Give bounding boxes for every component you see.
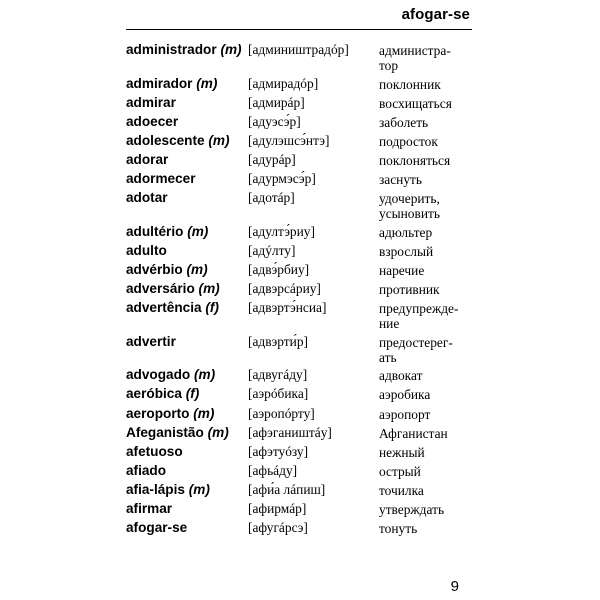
headword-cell [126, 406, 248, 423]
gender-marker: (m) [193, 367, 216, 383]
translation [379, 224, 476, 240]
transcription: [адурмэсэ́р] [248, 171, 316, 187]
translation [379, 281, 476, 297]
translation-line: наречие [379, 262, 425, 278]
translation [379, 243, 476, 259]
translation-line: нежный [379, 444, 425, 460]
headword: aeróbica [126, 386, 182, 402]
translation [379, 171, 476, 187]
dictionary-entry [126, 262, 476, 279]
translation-line: аэропорт [379, 406, 431, 422]
dictionary-entry [126, 501, 476, 518]
dictionary-entry [126, 152, 476, 169]
dictionary-entry [126, 425, 476, 442]
translation-line: усыновить [379, 206, 440, 222]
translation [379, 367, 476, 383]
translation-line: предупрежде- [379, 301, 459, 317]
headword-cell [126, 444, 248, 461]
headword: afia-lápis [126, 481, 185, 497]
translation-line: восхищаться [379, 95, 452, 111]
headword: adorar [126, 151, 169, 167]
dictionary-entry [126, 334, 476, 365]
translation-line: администра- [379, 43, 451, 58]
headword-cell [126, 334, 248, 351]
gender-marker: (m) [220, 42, 242, 57]
translation [379, 42, 476, 73]
translation-line: предостерег- [379, 334, 453, 350]
dictionary-entry [126, 482, 476, 499]
headword: adotar [126, 190, 168, 206]
headword-cell [126, 262, 248, 279]
translation [379, 76, 476, 92]
headword: afirmar [126, 500, 173, 516]
dictionary-entry [126, 463, 476, 480]
headword-cell [126, 300, 248, 317]
dictionary-entry [126, 444, 476, 461]
translation-line: тор [379, 58, 399, 73]
translation [379, 152, 476, 168]
translation [379, 425, 476, 441]
transcription: [афьáду] [248, 462, 298, 478]
dictionary-entry [126, 95, 476, 112]
gender-marker: (f) [185, 386, 200, 402]
transcription: [адурáр] [248, 151, 296, 167]
translation [379, 386, 476, 402]
transcription: [афирмáр] [248, 500, 307, 516]
translation [379, 262, 476, 278]
gender-marker: (m) [207, 424, 229, 440]
transcription: [адýлту] [248, 242, 296, 258]
headword-cell [126, 133, 248, 150]
headword: adormecer [126, 171, 196, 187]
dictionary-entry [126, 42, 476, 73]
headword-cell [126, 224, 248, 241]
headword-cell [126, 367, 248, 384]
translation-line: ние [379, 316, 400, 332]
headword-cell [126, 520, 248, 537]
headword: admirar [126, 94, 176, 110]
dictionary-entry [126, 190, 476, 221]
transcription: [аэрóбика] [248, 386, 309, 402]
dictionary-entry [126, 406, 476, 423]
dictionary-entry [126, 76, 476, 93]
headword-cell [126, 171, 248, 188]
translation-line: тонуть [379, 521, 418, 537]
headword: adulto [126, 242, 167, 258]
transcription: [адвугáду] [248, 367, 308, 383]
headword: adultério [126, 223, 184, 239]
headword-cell [126, 281, 248, 298]
transcription: [аэропóрту] [248, 405, 315, 421]
translation-line: адюльтер [379, 224, 433, 240]
headword: adversário [126, 281, 195, 297]
translation-line: острый [379, 463, 421, 479]
header-rule [126, 29, 472, 30]
translation [379, 406, 476, 422]
translation-line: Афганистан [379, 425, 448, 441]
headword: advertir [126, 333, 176, 349]
transcription: [адотáр] [248, 190, 295, 206]
gender-marker: (m) [188, 481, 210, 497]
entry-list [126, 42, 476, 539]
transcription: [афи́а лáпиш] [248, 481, 326, 497]
headword-cell [126, 425, 248, 442]
running-head: afogar-se [401, 6, 470, 23]
headword-cell [126, 386, 248, 403]
transcription: [адвэрсáриу] [248, 281, 321, 297]
dictionary-entry [126, 243, 476, 260]
headword: advérbio [126, 261, 183, 277]
gender-marker: (f) [205, 300, 219, 316]
translation-line: поклоняться [379, 152, 451, 168]
transcription: [афугáрсэ] [248, 520, 308, 536]
transcription: [афэтуóзу] [248, 443, 309, 459]
headword-cell [126, 501, 248, 518]
headword: Afeganistão [126, 424, 204, 440]
translation [379, 334, 476, 365]
translation [379, 300, 476, 331]
dictionary-entry [126, 367, 476, 384]
headword-cell [126, 190, 248, 207]
translation-line: утверждать [379, 501, 445, 517]
headword: adolescente [126, 132, 205, 148]
headword: advogado [126, 367, 191, 383]
headword: advertência [126, 300, 202, 316]
translation-line: удочерить, [379, 191, 440, 207]
transcription: [афэгаништáу] [248, 424, 332, 440]
translation-line: поклонник [379, 76, 441, 92]
dictionary-entry [126, 224, 476, 241]
headword-cell [126, 152, 248, 169]
dictionary-entry [126, 300, 476, 331]
translation-line: заболеть [379, 114, 429, 130]
translation [379, 463, 476, 479]
headword-cell [126, 463, 248, 480]
dictionary-entry [126, 520, 476, 537]
translation [379, 114, 476, 130]
translation-line: ать [379, 349, 397, 365]
gender-marker: (m) [187, 223, 209, 239]
dictionary-entry [126, 171, 476, 188]
translation-line: аэробика [379, 387, 431, 403]
transcription: [админиштрадóр] [248, 42, 349, 57]
translation-line: противник [379, 282, 440, 298]
gender-marker: (m) [193, 405, 215, 421]
transcription: [адултэ́риу] [248, 223, 315, 239]
gender-marker: (m) [196, 75, 218, 91]
gender-marker: (m) [208, 132, 230, 148]
headword: afogar-se [126, 520, 188, 536]
translation [379, 190, 476, 221]
headword-cell [126, 482, 248, 499]
headword: aeroporto [126, 405, 190, 421]
page-number: 9 [450, 578, 459, 595]
transcription: [адулэшсэ́нтэ] [248, 132, 330, 148]
dictionary-entry [126, 133, 476, 150]
headword: afetuoso [126, 443, 183, 459]
transcription: [адвэртэ́нсиа] [248, 300, 327, 316]
transcription: [адмирáр] [248, 94, 305, 110]
headword-cell [126, 95, 248, 112]
headword-cell [126, 42, 248, 59]
headword: admirador [126, 75, 193, 91]
translation-line: заснуть [379, 172, 422, 188]
translation [379, 501, 476, 517]
translation [379, 520, 476, 536]
translation-line: подросток [379, 133, 438, 149]
headword: afiado [126, 462, 167, 478]
gender-marker: (m) [198, 281, 220, 297]
headword: adoecer [126, 113, 179, 129]
transcription: [адмирадóр] [248, 75, 319, 91]
headword-cell [126, 76, 248, 93]
translation-line: адвокат [379, 368, 423, 384]
transcription: [адвэ́рбиу] [248, 261, 310, 277]
dictionary-entry [126, 386, 476, 403]
translation [379, 482, 476, 498]
transcription: [адвэрти́р] [248, 333, 308, 349]
headword-cell [126, 243, 248, 260]
headword: administrador [126, 42, 217, 57]
translation-line: взрослый [379, 243, 434, 259]
translation-line: точилка [379, 482, 424, 498]
translation [379, 444, 476, 460]
dictionary-entry [126, 114, 476, 131]
dictionary-entry [126, 281, 476, 298]
translation [379, 133, 476, 149]
gender-marker: (m) [186, 261, 208, 277]
transcription: [адуэсэ́р] [248, 113, 301, 129]
headword-cell [126, 114, 248, 131]
translation [379, 95, 476, 111]
